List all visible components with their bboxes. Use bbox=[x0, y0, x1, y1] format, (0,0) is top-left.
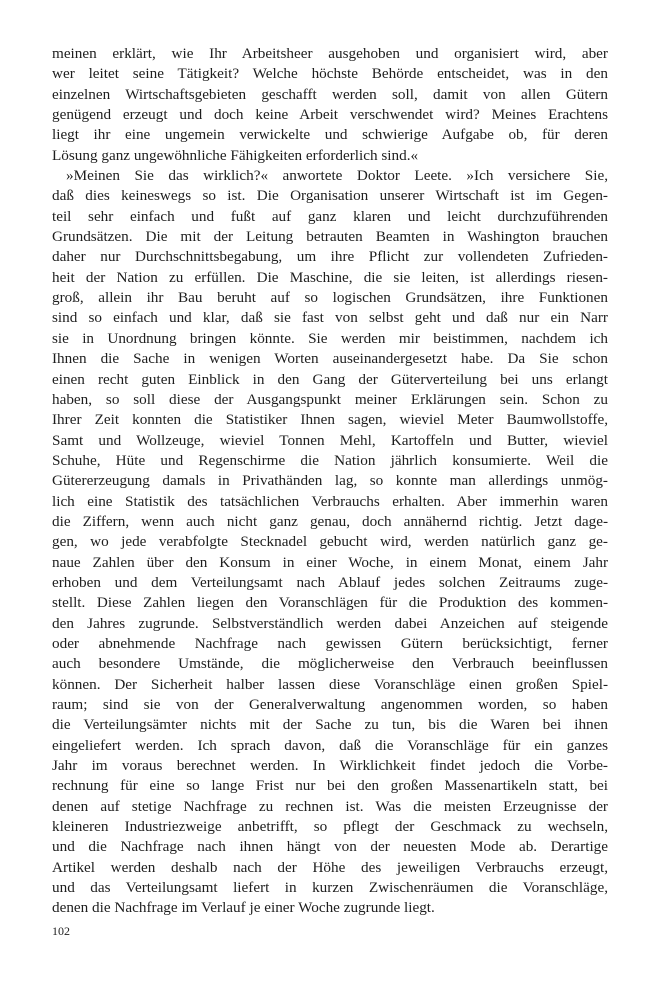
text-line: sind so einfach und klar, daß sie fast von selbst geht und daß nur ein Narr bbox=[52, 309, 608, 327]
text-line: einen recht guten Einblick in den Gang der Güterverteilung bei uns erlangt bbox=[52, 370, 608, 388]
text-line: erhoben und dem Verteilungsamt nach Ablauf jedes solchen Zeitraums zuge- bbox=[52, 573, 608, 591]
text-line: Lösung ganz ungewöhnliche Fähigkeiten erforderlich sind.« bbox=[52, 146, 419, 164]
text-line: wer leitet seine Tätigkeit? Welche höchste Behörde entscheidet, was in den bbox=[52, 65, 608, 83]
text-line: Grundsätzen. Die mit der Leitung betrauten Beamten in Washington brauchen bbox=[52, 228, 608, 246]
text-line: gen, wo jede verabfolgte Stecknadel gebucht wird, werden natürlich ganz ge- bbox=[52, 533, 608, 551]
text-line: denen die Nachfrage im Verlauf je einer Woche zugrunde liegt. bbox=[52, 899, 435, 917]
text-line: genügend erzeugt und doch keine Arbeit verschwendet wird? Meines Erachtens bbox=[52, 106, 608, 124]
text-line: lich eine Statistik des tatsächlichen Verbrauchs erhalten. Aber immerhin waren bbox=[52, 492, 608, 510]
text-line: Artikel werden deshalb nach der Höhe des jeweiligen Verbrauchs erzeugt, bbox=[52, 858, 608, 876]
text-line: und das Verteilungsamt liefert in kurzen Zwischenräumen die Voranschläge, bbox=[52, 879, 608, 897]
text-line: liegt ihr eine ungemein verwickelte und schwierige Aufgabe ob, für deren bbox=[52, 126, 608, 144]
text-line: heit der Nation zu erfüllen. Die Maschine, die sie leiten, ist allerdings riesen- bbox=[52, 268, 608, 286]
text-line: sie in Unordnung bringen könnte. Sie werden mir beistimmen, nachdem ich bbox=[52, 329, 608, 347]
text-line: rechnung für eine so lange Frist nur bei den großen Massenartikeln statt, bei bbox=[52, 777, 608, 795]
text-line: denen auf stetige Nachfrage zu rechnen ist. Was die meisten Erzeugnisse der bbox=[52, 797, 608, 815]
text-line: teil sehr einfach und fußt auf ganz klaren und leicht durchzuführenden bbox=[52, 207, 608, 225]
text-line: Samt und Wollzeuge, wieviel Tonnen Mehl, Kartoffeln und Butter, wieviel bbox=[52, 431, 608, 449]
text-line: können. Der Sicherheit halber lassen diese Voranschläge einen großen Spiel- bbox=[52, 675, 608, 693]
text-line: oder abnehmende Nachfrage nach gewissen Gütern berücksichtigt, ferner bbox=[52, 634, 608, 652]
text-line: auch besondere Umstände, die möglicherweise den Verbrauch beeinflussen bbox=[52, 655, 608, 673]
text-line: die Ziffern, wenn auch nicht ganz genau, doch annähernd richtig. Jetzt dage- bbox=[52, 512, 608, 530]
text-line: Schuhe, Hüte und Regenschirme die Nation jährlich konsumierte. Weil die bbox=[52, 451, 608, 469]
text-line: groß, allein ihr Bau beruht auf so logischen Grundsätzen, ihre Funktionen bbox=[52, 289, 608, 307]
text-line: Ihnen die Sache in wenigen Worten auseinandergesetzt habe. Da Sie schon bbox=[52, 350, 608, 368]
page-number: 102 bbox=[52, 924, 70, 938]
text-line: Jahr im voraus berechnet werden. In Wirklichkeit findet jedoch die Vorbe- bbox=[52, 757, 608, 775]
text-line: haben, so soll diese der Ausgangspunkt meiner Erklärungen sein. Schon zu bbox=[52, 390, 608, 408]
text-line: daß dies keineswegs so ist. Die Organisation unserer Wirtschaft ist im Gegen- bbox=[52, 187, 608, 205]
text-line: meinen erklärt, wie Ihr Arbeitsheer ausgehoben und organisiert wird, aber bbox=[52, 45, 608, 62]
text-line: eingeliefert werden. Ich sprach davon, daß die Voranschläge für ein ganzes bbox=[52, 736, 608, 754]
text-line: den Jahres zugrunde. Selbstverständlich werden dabei Anzeichen auf steigende bbox=[52, 614, 608, 632]
text-line: die Verteilungsämter nichts mit der Sache zu tun, bis die Waren bei ihnen bbox=[52, 716, 608, 734]
body-text bbox=[52, 44, 608, 919]
text-line: daher nur Durchschnittsbegabung, um ihre Pflicht zur vollendeten Zufrieden- bbox=[52, 248, 608, 266]
text-line: Gütererzeugung damals in Privathänden lag, so konnte man allerdings unmög- bbox=[52, 472, 608, 490]
text-line: stellt. Diese Zahlen liegen den Voranschlägen für die Produktion des kommen- bbox=[52, 594, 608, 612]
text-line: naue Zahlen über den Konsum in einer Woche, in einem Monat, einem Jahr bbox=[52, 553, 608, 571]
text-line: Ihrer Zeit konnten die Statistiker Ihnen sagen, wieviel Meter Baumwollstoffe, bbox=[52, 411, 608, 429]
text-line: raum; sind sie von der Generalverwaltung angenommen worden, so haben bbox=[52, 696, 608, 713]
text-line: kleineren Industriezweige anbetrifft, so pflegt der Geschmack zu wechseln, bbox=[52, 818, 608, 836]
text-line-paragraph-start: »Meinen Sie das wirklich?« anwortete Doktor Leete. »Ich versichere Sie, bbox=[66, 167, 608, 185]
text-line: einzelnen Wirtschaftsgebieten geschafft werden soll, damit von allen Gütern bbox=[52, 85, 608, 103]
text-line: und die Nachfrage nach ihnen hängt von der neuesten Mode ab. Derartige bbox=[52, 838, 608, 856]
